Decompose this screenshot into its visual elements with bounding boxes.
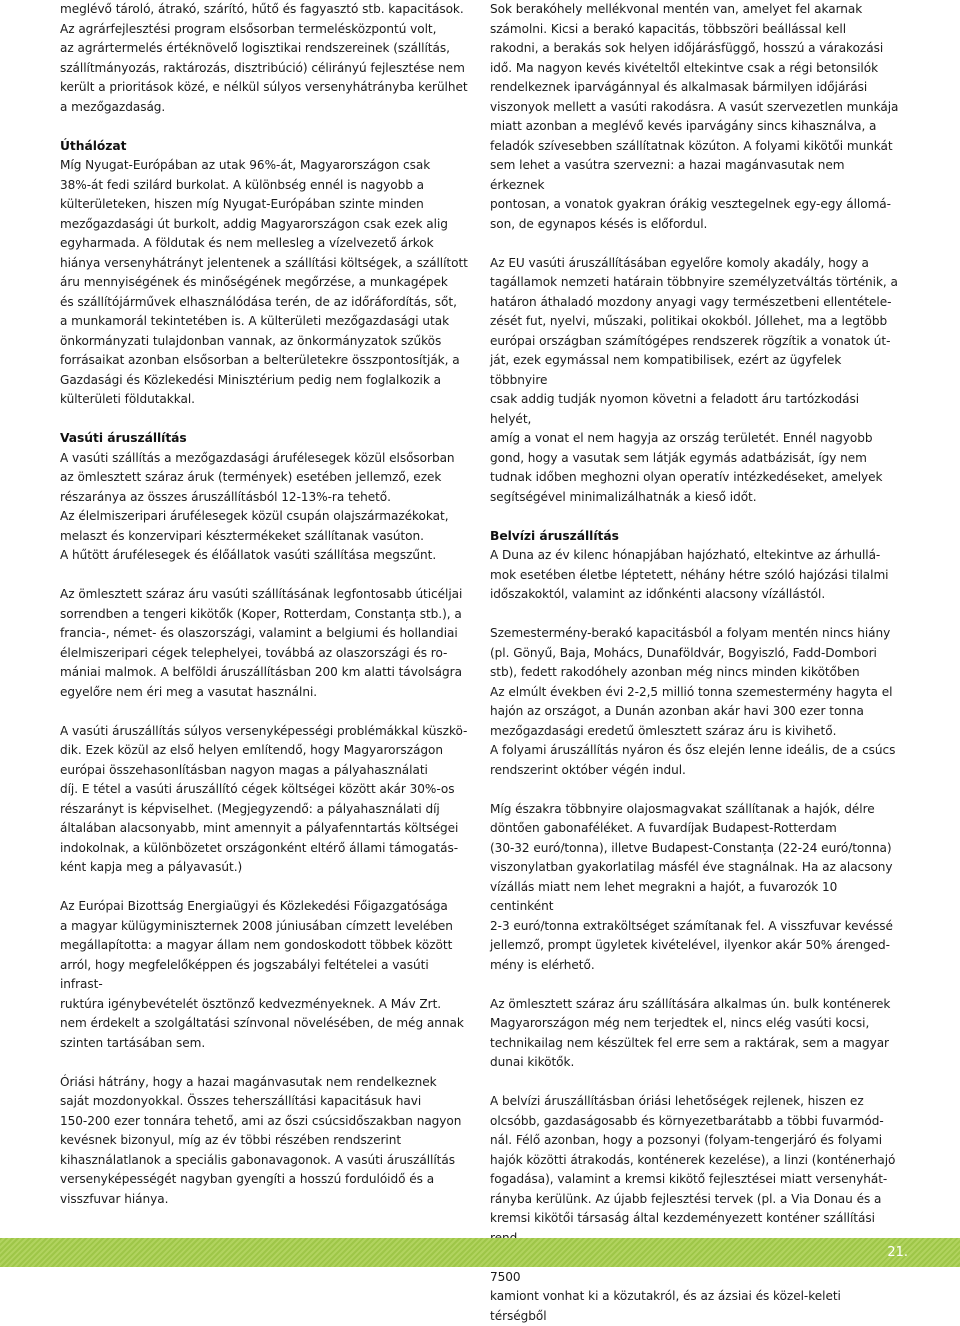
belvizi-paragraph-2: Szemestermény-berakó kapacitásból a folyam mentén nincs hiány (pl. Gönyű, Baja, Mohács, Dunaföldvár, Bogyiszló, Fadd-Dombori stb), fedett rakodóhely azonban még nincs minden kikötőben Az elmúlt években évi 2-2,5 millió tonna szemestermény hagyta el hajón az országot, a Dunán azonban akár havi 300 ezer tonna mezőgazdasági eredetű ömlesztett száraz áru is kivihető. A folyami áruszállítás nyáron és ősz elején lenne ideális, de a csúcs rendszerint október végén indul. (490, 626, 896, 777)
uthalozat-paragraph: Míg Nyugat-Európában az utak 96%-át, Magyarországon csak 38%-át fedi szilárd burkolat. A különbség ennél is nagyobb a külterületeken, hiszen míg Nyugat-Európában szinte minden mezőgazdasági út burkolt, addig Magyarországon csak ezek alig egyharmada. A földutak és nem mellesleg a vízelvezető árkok hiánya versenyhátrányt jelentenek a szállítási költségek, a szállított áru mennyiségének és minőségének megőrzése, a munkagépek és szállítójárművek elhasználódása terén, de az időráfordítás, sőt, a munkamorál tekintetében is. A külterületi mezőgazdasági utak önkormányzati tulajdonban vannak, az önkormányzatok szűkös forrásaikat azonban elsősorban a belterületekre összpontosítják, a Gazdasági és Közlekedési Minisztérium pedig nem foglalkozik a külterületi földutakkal. (60, 158, 468, 406)
right-column (490, 0, 900, 1326)
vasuti-paragraph-2: Az ömlesztett száraz áru vasúti szállításának legfontosabb úticéljai sorrendben a tengeri kikötők (Koper, Rotterdam, Constanța stb.), a francia-, német- és olaszországi, valamint a belgiumi és hollandiai élelmiszeripari cégek telephelyei, továbbá az olaszországi és ro- mániai malmok. A belföldi áruszállításban 200 km alatti távolságra egyelőre nem éri meg a vasutat használni. (60, 587, 463, 699)
page-number: 21. (887, 1245, 908, 1260)
vasuti-paragraph-1: A vasúti szállítás a mezőgazdasági árufélesegek közül elsősorban az ömlesztett száraz áruk (termények) esetében jellemző, ezek részaránya az összes áruszállításból 12-13%-ra tehető. Az élelmiszeripari árufélesegek közül csupán olajszármazékokat, melaszt és konzervipari késztermékeket szállítanak vasúton. A hűtött árufélesegek és élőállatok vasúti szállítása megszűnt. (60, 450, 455, 562)
berakohely-paragraph: Sok berakóhely mellékvonal mentén van, amelyet fel akarnak számolni. Kicsi a berakó kapacitás, többszöri beállással kell rakodni, a berakás sok helyen időjárásfüggő, hosszú a várakozási idő. Ma nagyon kevés kivételtől eltekintve csak a régi betonsilók rendelkeznek iparvágánnyal és alkalmasak bármilyen időjárási viszonyok mellett a vasúti rakodásra. A vasút szervezetlen munkája miatt azonban a meglévő kevés iparvágány sincs kihasználva, a feladók szívesebben szállítatnak közúton. A folyami kikötői munkát sem lehet a vasútra szervezni: a hazai magánvasutak nem érkeznek pontosan, a vonatok gyakran órákig vesztegelnek egy-egy állomá- son, de egynapos késés is előfordul. (490, 2, 899, 231)
belvizi-paragraph-5: A belvízi áruszállításban óriási lehetőségek rejlenek, hiszen ez olcsóbb, gazdaságosabb és környezetbarátabb a többi fuvarmód- nál. Félő azonban, hogy a pozsonyi (folyam-tengerjáró és folyami hajók közötti átrakodás, konténerek kezelése), a linzi (konténerhajó fogadása), valamint a kremsi kikötő fejlesztései miatt versenyhát- rányba kerülünk. Az újabb fejlesztési tervek (pl. a Via Donau és a kremsi kikötői társaság által kezdeményezett konténer szállítási 7500 kamiont vonhat ki a közutakról, és az ázsiai és közel-keleti térségből (490, 1094, 896, 1323)
belvizi-paragraph-4: Az ömlesztett száraz áru szállítására alkalmas ún. bulk konténerek Magyarországon még nem terjedtek el, nincs elég vasúti kocsi, technikailag nem készültek fel erre sem a raktárak, sem a magyar dunai kikötők. (490, 996, 891, 1069)
section-heading-uthalozat: Úthálózat (60, 138, 127, 153)
footer-band (0, 1238, 960, 1267)
vasuti-paragraph-5: Óriási hátrány, hogy a hazai magánvasutak nem rendelkeznek saját mozdonyokkal. Összes teherszállítási kapacitásuk havi 150-200 ezer tonnára tehető, ami az őszi csúcsidőszakban nagyon kevésnek bizonyul, míg az év többi részében rendszerint kihasználatlanok a speciális gabonavagonok. A vasúti áruszállítás versenyképességét nagyban gyengíti a hosszú fordulóidő és a visszfuvar hiánya. (60, 1074, 462, 1206)
vasuti-paragraph-4: Az Európai Bizottság Energiaügyi és Közlekedési Főigazgatósága a magyar külügyminiszternek 2008 júniusában címzett levelében megállapította: a magyar állam nem gondoskodott többek között arról, hogy megfelelőképpen és jogszabályi feltételei a vasúti infrast- ruktúra igénybevételét ösztönző kedvezményeknek. A Máv Zrt. nem érdekelt a szolgáltatási színvonal növelésében, de még annak szinten tartásában sem. (60, 899, 464, 1050)
belvizi-paragraph-3: Míg északra többnyire olajosmagvakat szállítanak a hajók, délre döntően gabonaféléket. A fuvardíjak Budapest-Rotterdam (30-32 euró/tonna), illetve Budapest-Constanța (22-24 euró/tonna) viszonylatban gyakorlatilag másfél éve stagnálnak. Ha az alacsony vízállás miatt nem lehet megrakni a hajót, a fuvarozók 10 centinként 2-3 euró/tonna extraköltséget számítanak fel. A visszfuvar kevéssé jellemző, prompt ügyletek kivételével, ilyenkor akár 50% árenged- mény is elérhető. (490, 801, 893, 972)
left-column (60, 0, 468, 1209)
eu-vasuti-paragraph: Az EU vasúti áruszállításában egyelőre komoly akadály, hogy a tagállamok nemzeti határain többnyire személyzetváltás történik, a határon áthaladó mozdony anyagi vagy természetbeni ellentétele- zését fut, nyelvi, műszaki, politikai okokból. Jóllehet, ma a legtöbb európai országban számítógépes rendszerek rögzítik a vonatok út- ját, ezek egymással nem kompatibilisek, ezért az ügyfelek többnyire csak addig tudják nyomon követni a feladott áru tartózkodási helyét, amíg a vonat el nem hagyja az ország területét. Ennél nagyobb gond, hogy a vasutak sem látják egymás adatbázisát, így nem tudnak időben meghozni olyan operatív intézkedéseket, amelyek segítségével minimalizálhatnák a kieső időt. (490, 255, 898, 504)
intro-paragraph: meglévő tároló, átrakó, szárító, hűtő és fagyasztó stb. kapacitások. Az agrárfejlesztési program elsősorban termelésközpontú volt, az agrártermelés értéknövelő logisztikai rendszereinek (szállítás, szállítmányozás, raktározás, disztribúció) célirányú fejlesztése nem került a prioritások közé, e nélkül súlyos versenyhátrányba kerülhet a mezőgazdaság. (60, 2, 468, 114)
section-heading-vasuti: Vasúti áruszállítás (60, 431, 187, 445)
section-heading-belvizi: Belvízi áruszállítás (490, 528, 619, 543)
vasuti-paragraph-3: A vasúti áruszállítás súlyos versenyképességi problémákkal küszkö- dik. Ezek közül az első helyen említendő, hogy Magyarországon európai összehasonlításban nagyon magas a pályahasználati díj. E tétel a vasúti áruszállító cégek költségei között akár 30%-os részarányt is képviselhet. (Megjegyzendő: a pályahasználati díj általában alacsonyabb, mint amennyit a pályafenntartás költségei indokolnak, a különbözetet országonként eltérő állami támogatás- ként kapja meg a pályavasút.) (60, 723, 468, 874)
belvizi-paragraph-1: A Duna az év kilenc hónapjában hajózható, eltekintve az árhullá- mok esetében életbe léptetett, néhány hétre szóló hajózási tilalmi időszakoktól, valamint az időnkénti alacsony vízállástól. (490, 548, 889, 601)
